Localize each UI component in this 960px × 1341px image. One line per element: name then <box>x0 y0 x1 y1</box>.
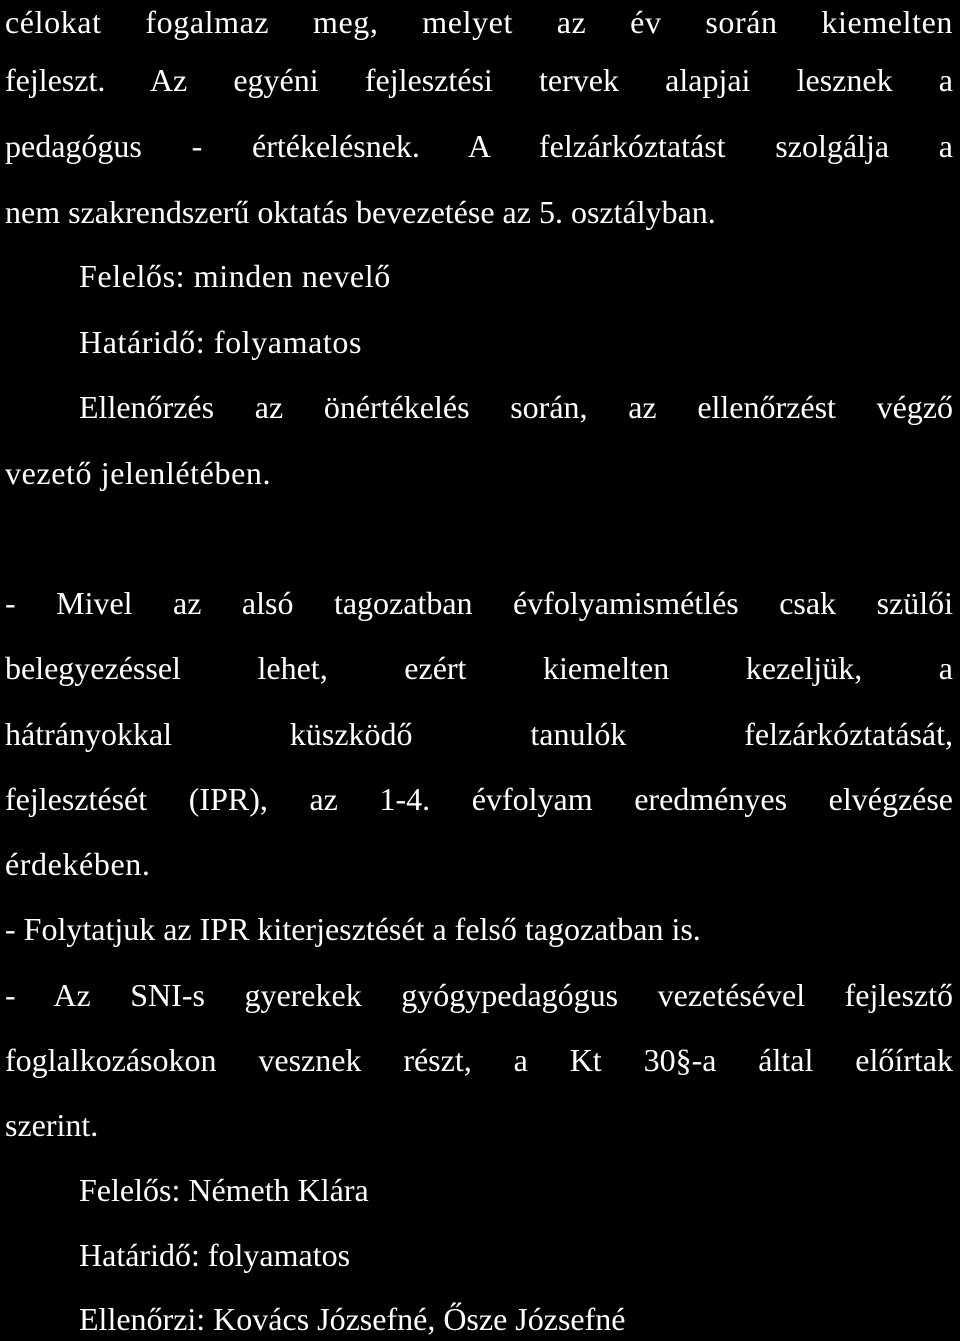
text-line: célokat fogalmaz meg, melyet az év során kiemelten <box>5 4 953 40</box>
text-line: fejleszt. Az egyéni fejlesztési tervek alapjai lesznek a <box>5 62 953 98</box>
text-line: - Mivel az alsó tagozatban évfolyamismétlés csak szülői <box>5 585 953 621</box>
responsible-line: Felelős: minden nevelő <box>79 258 391 294</box>
deadline-line: Határidő: folyamatos <box>79 324 363 360</box>
controller-line: Ellenőrzi: Kovács Józsefné, Ősze Józsefné <box>79 1301 626 1337</box>
text-line: érdekében. <box>5 846 151 882</box>
text-line: fejlesztését (IPR), az 1-4. évfolyam eredményes elvégzése <box>5 781 953 817</box>
text-line: pedagógus - értékelésnek. A felzárkóztatást szolgálja a <box>5 128 953 164</box>
text-line: belegyezéssel lehet, ezért kiemelten kezeljük, a <box>5 650 953 686</box>
text-line: foglalkozásokon vesznek részt, a Kt 30§-a által előírtak <box>5 1042 953 1078</box>
text-line: hátrányokkal küszködő tanulók felzárkóztatását, <box>5 716 953 752</box>
text-line: - Folytatjuk az IPR kiterjesztését a felső tagozatban is. <box>5 911 701 947</box>
control-line-continuation: vezető jelenlétében. <box>5 455 272 491</box>
control-line: Ellenőrzés az önértékelés során, az ellenőrzést végző <box>79 389 953 425</box>
text-line: szerint. <box>5 1107 99 1143</box>
deadline-line: Határidő: folyamatos <box>79 1237 351 1273</box>
text-line: nem szakrendszerű oktatás bevezetése az 5. osztályban. <box>5 194 716 230</box>
responsible-line: Felelős: Németh Klára <box>79 1172 369 1208</box>
text-line: - Az SNI-s gyerekek gyógypedagógus vezetésével fejlesztő <box>5 977 953 1013</box>
